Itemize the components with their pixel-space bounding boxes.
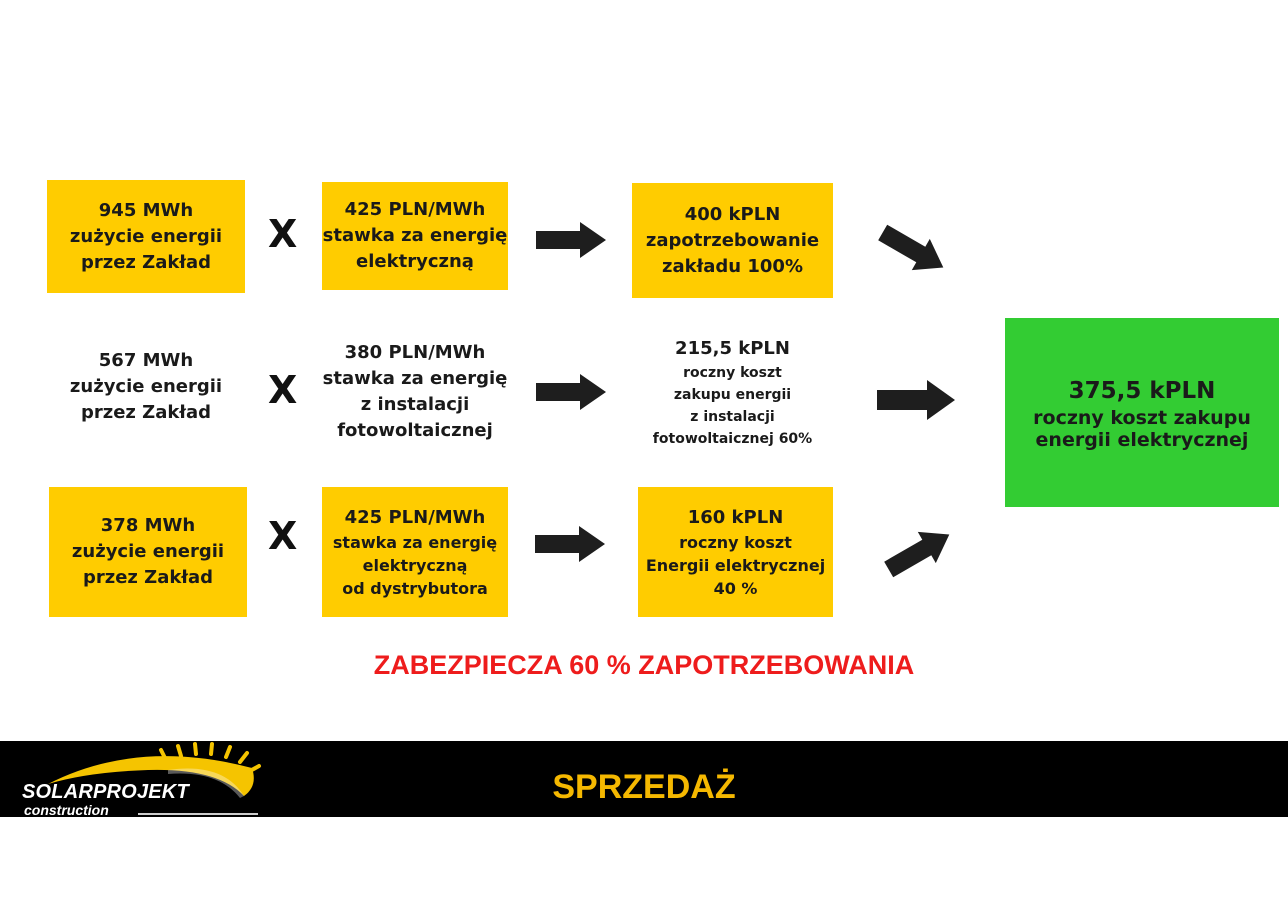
coverage-notice: ZABEZPIECZA 60 % ZAPOTRZEBOWANIA bbox=[373, 650, 915, 680]
result-box-row1 bbox=[632, 183, 833, 298]
input-value: 945 MWh bbox=[98, 199, 194, 221]
result-label: fotowoltaicznej 60% bbox=[652, 431, 813, 447]
input-label: przez Zakład bbox=[82, 567, 214, 588]
logo-tagline: construction bbox=[24, 802, 109, 818]
arrow-down-right-icon bbox=[878, 224, 948, 276]
rate-label: fotowoltaicznej bbox=[337, 420, 493, 441]
rate-label: stawka za energię bbox=[322, 368, 508, 389]
input-value: 378 MWh bbox=[100, 515, 196, 536]
input-label: zużycie energii bbox=[69, 225, 223, 247]
rate-box-row1 bbox=[322, 182, 508, 290]
arrow-right-icon bbox=[536, 222, 606, 258]
input-box-row1 bbox=[47, 180, 245, 293]
rate-value: 380 PLN/MWh bbox=[344, 342, 486, 363]
input-label: przez Zakład bbox=[80, 401, 212, 423]
result-value: 215,5 kPLN bbox=[675, 338, 790, 359]
multiply-sign-row3: X bbox=[268, 514, 298, 558]
rate-label: stawka za energię bbox=[332, 532, 498, 552]
rate-box-row2 bbox=[322, 328, 508, 456]
rate-value: 425 PLN/MWh bbox=[344, 199, 486, 220]
result-label: roczny koszt bbox=[679, 532, 792, 552]
result-label: zakupu energii bbox=[673, 387, 792, 403]
input-label: przez Zakład bbox=[80, 251, 212, 273]
input-label: zużycie energii bbox=[71, 541, 225, 562]
arrow-right-icon bbox=[535, 526, 605, 562]
rate-label: stawka za energię bbox=[322, 225, 508, 246]
logo-name: SOLARPROJEKT bbox=[22, 781, 189, 803]
footer-title: SPRZEDAŻ bbox=[552, 768, 736, 806]
rate-label: od dystrybutora bbox=[342, 578, 488, 598]
input-label: zużycie energii bbox=[69, 375, 223, 397]
result-value: 400 kPLN bbox=[684, 203, 781, 225]
result-label: Energii elektrycznej bbox=[645, 555, 826, 575]
result-label: zapotrzebowanie bbox=[645, 229, 820, 251]
result-label: z instalacji bbox=[690, 409, 775, 425]
multiply-sign-row1: X bbox=[268, 212, 298, 256]
result-value: 160 kPLN bbox=[687, 506, 784, 528]
arrow-right-icon bbox=[536, 374, 606, 410]
result-box-row3 bbox=[638, 487, 833, 617]
rate-value: 425 PLN/MWh bbox=[344, 506, 486, 528]
arrow-right-icon bbox=[877, 380, 955, 420]
input-value: 567 MWh bbox=[98, 349, 194, 371]
result-box-row2 bbox=[630, 334, 835, 452]
rate-label: z instalacji bbox=[360, 394, 470, 415]
result-label: 40 % bbox=[713, 578, 758, 598]
total-box bbox=[1005, 318, 1279, 507]
arrow-up-right-icon bbox=[881, 524, 957, 580]
rate-box-row3 bbox=[322, 487, 508, 617]
total-value: 375,5 kPLN bbox=[1068, 377, 1216, 404]
multiply-sign-row2: X bbox=[268, 368, 298, 412]
input-box-row2 bbox=[47, 330, 245, 443]
total-label: energii elektrycznej bbox=[1035, 428, 1249, 451]
input-box-row3 bbox=[49, 487, 247, 617]
total-label: roczny koszt zakupu bbox=[1033, 406, 1251, 429]
result-label: zakładu 100% bbox=[662, 255, 803, 277]
rate-label: elektryczną bbox=[362, 555, 468, 575]
result-label: roczny koszt bbox=[683, 365, 782, 381]
rate-label: elektryczną bbox=[356, 251, 474, 272]
